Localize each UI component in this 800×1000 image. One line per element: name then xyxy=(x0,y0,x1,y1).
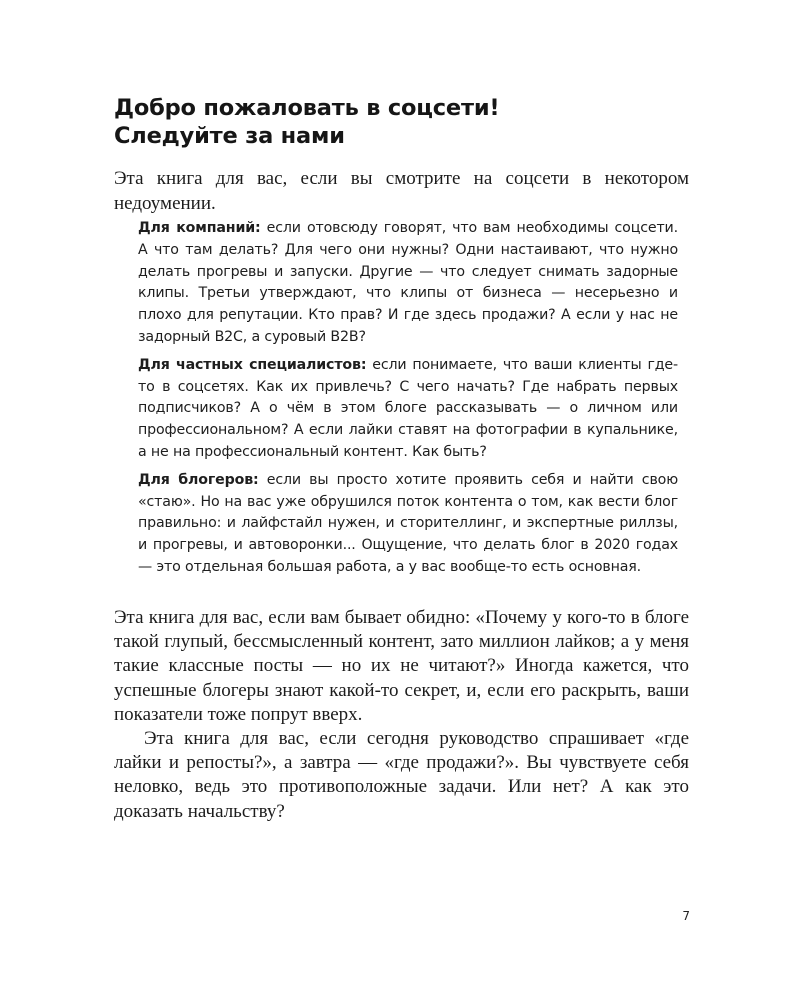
section-specialists-text: если понимаете, что ваши клиенты где-то в соцсетях. Как их привлечь? С чего начать? Где набрать первых подписчиков? А о чём в этом блоге рассказывать — о личном или профессиональном? А если лайки ставят на фотографии в купальнике, а не на профессиональный контент. Как быть? xyxy=(138,356,678,460)
page-number: 7 xyxy=(682,909,690,923)
body-paragraph-2: Эта книга для вас, если сегодня руководство спрашивает «где лайки и репосты?», а завтра — «где продажи?». Вы чувствуете себя неловко, ведь это противоположные задачи. Или нет? А как это доказать начальству? xyxy=(114,728,689,822)
section-companies-text: если отовсюду говорят, что вам необходимы соцсети. А что там делать? Для чего они нужны? Одни настаивают, что нужно делать прогревы и запуски. Другие — что следует снимать задорные клипы. Третьи утверждают, что клипы от бизнеса — несерьезно и плохо для репутации. Кто прав? И где здесь продажи? А если у нас не задорный B2C, а суровый B2B? xyxy=(138,220,678,345)
section-companies xyxy=(138,218,678,349)
section-bloggers xyxy=(138,470,678,579)
section-bloggers-lead: Для блогеров: xyxy=(138,471,259,488)
section-specialists-lead: Для частных специалистов: xyxy=(138,356,367,373)
section-bloggers-text: если вы просто хотите проявить себя и найти свою «стаю». Но на вас уже обрушился поток контента о том, как вести блог правильно: и лайфстайл нужен, и сторителлинг, и экспертные риллзы, и прогревы, и автоворонки... Ощущение, что делать блог в 2020 годах — это отдельная большая работа, а у вас вообще-то есть основная. xyxy=(138,471,678,575)
chapter-heading-line-2: Следуйте за нами xyxy=(114,123,345,149)
audience-sections xyxy=(138,218,678,585)
section-specialists xyxy=(138,355,678,464)
intro-paragraph: Эта книга для вас, если вы смотрите на соцсети в некотором недоумении. xyxy=(114,168,689,214)
body-paragraph-1: Эта книга для вас, если вам бывает обидно: «Почему у кого-то в блоге такой глупый, бессмысленный контент, зато миллион лайков; а у меня такие классные посты — но их не читают?» Иногда кажется, что успешные блогеры знают какой-то секрет, и, если его раскрыть, ваши показатели тоже попрут вверх. xyxy=(114,607,689,725)
chapter-heading-line-1: Добро пожаловать в соцсети! xyxy=(114,95,500,121)
body-text xyxy=(114,606,689,824)
section-companies-lead: Для компаний: xyxy=(138,220,261,236)
chapter-heading xyxy=(114,94,714,150)
